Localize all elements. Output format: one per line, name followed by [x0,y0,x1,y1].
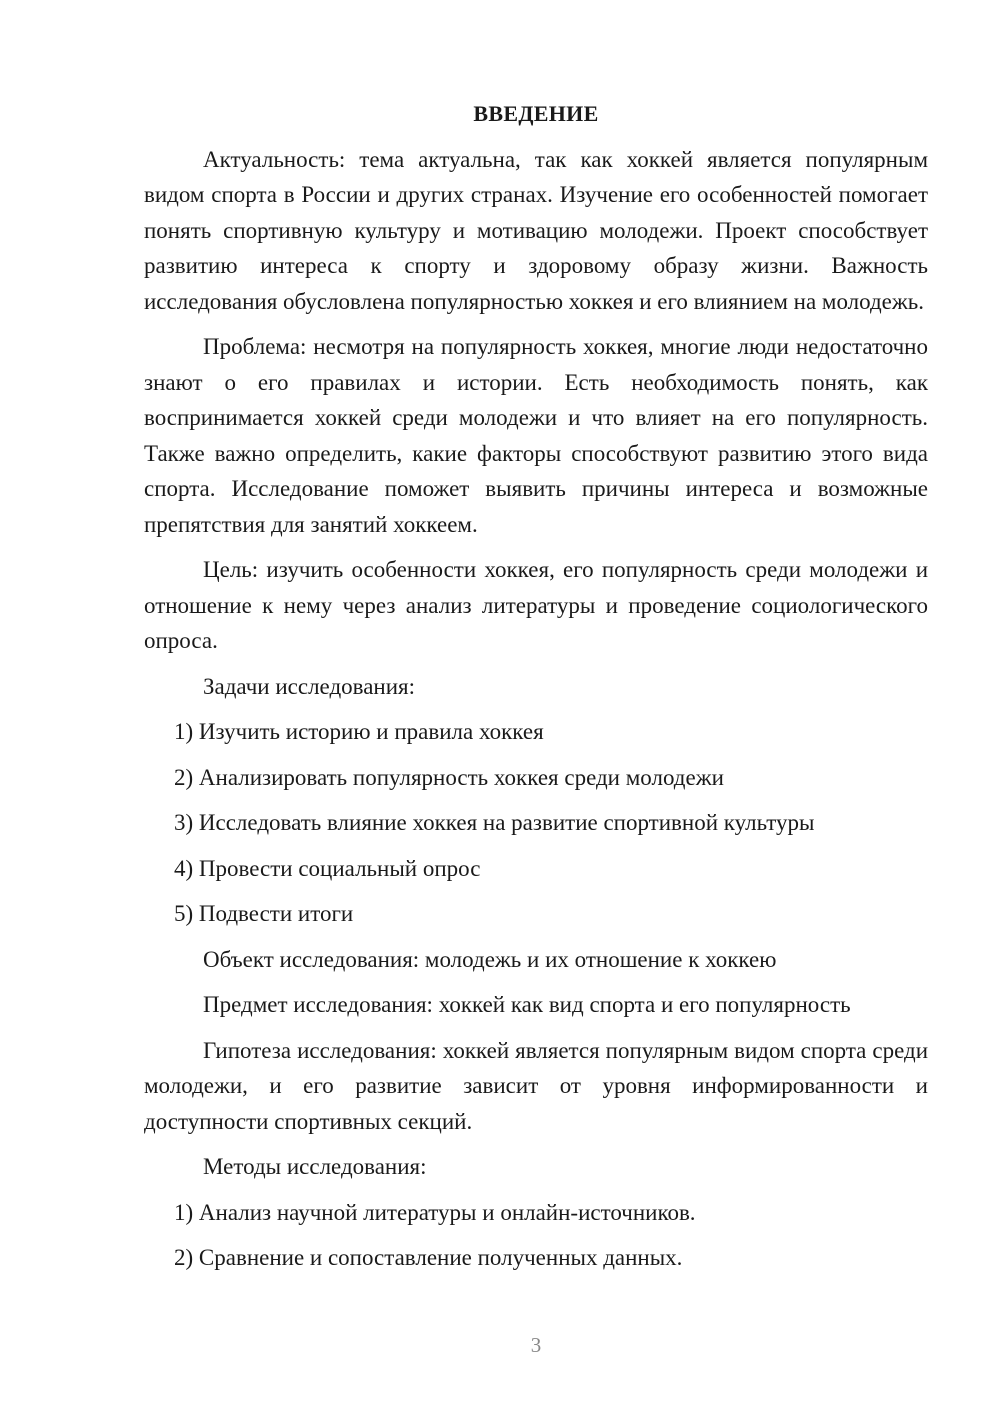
tasks-title: Задачи исследования: [203,673,416,699]
methods-list [144,1195,928,1276]
list-item: 1) Изучить историю и правила хоккея [174,719,544,744]
list-item: 4) Провести социальный опрос [174,855,481,881]
subject-paragraph: Предмет исследования: хоккей как вид спорта и его популярность [203,992,851,1017]
methods-title: Методы исследования: [203,1154,427,1179]
list-item: 5) Подвести итоги [174,901,354,926]
object-paragraph: Объект исследования: молодежь и их отношение к хоккею [203,946,777,972]
problem-paragraph: Проблема: несмотря на популярность хоккея, многие люди недостаточно знают о его правилах и истории. Есть необходимость понять, как воспринимается хоккей среди молодежи и что влияет на его популярность. Также важно определить, какие факторы способствуют развитию этого вида спорта. Исследование поможет выявить причины интереса и возможные препятствия для занятий хоккеем. [144,334,928,537]
hypothesis-paragraph: Гипотеза исследования: хоккей является популярным видом спорта среди молодежи, и его развитие зависит от уровня информированности и доступности спортивных секций. [144,1037,928,1134]
section-heading: ВВЕДЕНИЕ [473,101,599,126]
tasks-list [144,714,928,932]
list-item: 1) Анализ научной литературы и онлайн-источников. [174,1199,696,1225]
goal-paragraph: Цель: изучить особенности хоккея, его популярность среди молодежи и отношение к нему через анализ литературы и проведение социологического опроса. [144,557,928,653]
page-number: 3 [530,1333,542,1357]
list-item: 2) Сравнение и сопоставление полученных данных. [174,1245,683,1270]
relevance-paragraph: Актуальность: тема актуальна, так как хоккей является популярным видом спорта в России и других странах. Изучение его особенностей помогает понять спортивную культуру и мотивацию молодежи. Проект способствует развитию интереса к спорту и здоровому образу жизни. Важность исследования обусловлена популярностью хоккея и его влиянием на молодежь. [144,146,928,314]
list-item: 2) Анализировать популярность хоккея среди молодежи [174,764,724,790]
list-item: 3) Исследовать влияние хоккея на развитие спортивной культуры [174,810,815,835]
document-page [144,96,928,1286]
